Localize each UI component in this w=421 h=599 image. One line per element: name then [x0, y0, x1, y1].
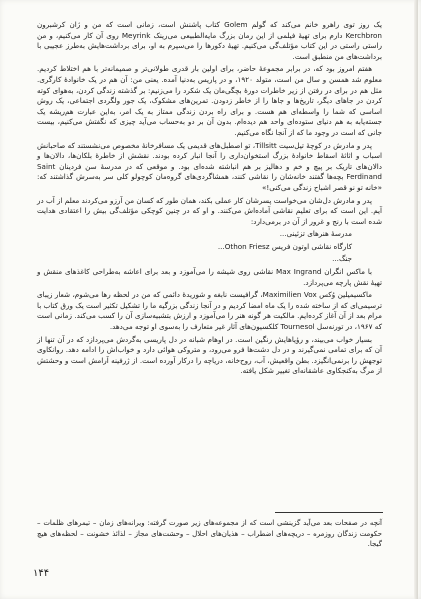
footnote: آنچه در صفحات بعد می‌آید گزینشی است که از مجموعه‌های زیر صورت گرفته: ویرانه‌های زمان – تیمرهای ظلمات – حکومت زندگان روزمره – دریچه‌های اضطراب – هذیان‌های احلال – وحشت‌های مجاز – لذائذ خشونت – لحظه‌های هیچ گیجا.: [37, 519, 382, 548]
main-text: [37, 20, 382, 379]
paragraph-3: پدر و مادرش در کوچهٔ تیل‌سیت Tillsitt، تو اصطبل‌های قدیمی یک مسافرخانهٔ مخصوص می‌نشستند که صاحبانش اسباب و اثاثهٔ اسقاط خانوادهٔ بزرگ استخوان‌داری را آنجا انبار کرده بودند. نقشش از خاطرهٔ بلکان‌ها، دالان‌ها و دالان‌های تاریک بر پیچ و خم و دهالیز بر هم انباشته‌ شده‌ای بود. و موقعی که در مدرسهٔ سن فردینان Saint Ferdinand بچه‌ها گفتند خانه‌شان را نقاشی کنند، همشاگردی‌های گروه‌مان کوچولو کلی سر به‌سرش گذاشتند که: «خانه تو نو قصر اشباح زندگی می‌کنی!»: [37, 140, 382, 192]
quote-line-2: کارگاه نقاشی اوتون فریس Othon Friesz...: [217, 241, 352, 251]
footnote-divider: [275, 512, 383, 513]
paragraph-1: یک روز توی راهرو خانم می‌کند که گولم Golem کتاب پاشنش است، زمانی است که من و ژان کرشبرون Kerchbron دارم برای تهیهٔ فیلمی از این رمان بزرگ مایه‌الطبیعی می‌رینک Meyrink روی آن کار می‌کنیم، و من راستی راستی در این کتاب مؤتلف‌گی می‌کنیم. تهیهٔ دکورها را می‌سپرم به‌ او، برای برداشت‌هایش به‌طرز عجیبی با برداشت‌های من منطبق است.: [37, 20, 382, 61]
paragraph-4: پدر و مادرش دل‌شان می‌خواست پسرشان کار عملی بکند، همان طور که کسان من آرزو می‌کردند معلم از آب در آیم. این است که برای تعلیم نقاشی آماده‌اش می‌کنند. و او که در چنین کوچکی مؤتلف‌گی بیش را اعتقادی هدایت شده است با رنج و غرور از آن در برمی‌دارد:: [37, 195, 382, 226]
paragraph-2: هفتم امروز بود که، در برابر مجموعهٔ حاضر، برای اولین بار قدری طولانی‌تر و صمیمانه‌تر با هم اختلاط کردیم. معلوم شد همسن و سال من است، متولد ۱۹۲۰، و در پاریس به‌دنیا آمده. یعنی من: آن هم در یک خانوادهٔ کارگری. مثل هم در برای در رفتن از زیر خاطرات دورهٔ بچگی‌مان یک شکرد را می‌زنیم: بر گذشته زندگی کردن، به‌هوای کوته کردن در جاهای دیگر، تاریخ‌ها و جاها را از خاطر زدودن. تمرین‌های مشکوک، یک جور ولگردی اجتماعی، یک روش اساسی که شما را واسطه‌ای هم هست. و برای راه بردن زندگی ممتاز به یک امر، به‌این عبارت هم‌ریشه یک جسته‌یابه به‌ هم دنیای ستوده‌ای واحد هم دیده‌ام. بدون آن بر دو به‌حساب می‌آید چیزی که نگفتش می‌کنیم، بیست جانی که است در وجود ما که از آنجا نگاه می‌کنیم.: [37, 64, 382, 137]
quote-line-3: جنگ...: [332, 254, 352, 264]
quote-line-1: مدرسهٔ هنرهای تزئینی...: [279, 229, 352, 239]
paragraph-6: ماکسیمیلین وُکس Maximilien Vox، گرافیست نابغه و شوریدهٔ دائمی که من در لحظه رها می‌شوم، شعار زیبای ترسیمی‌ای که از ساخته شده را یک ماه امضا کردیم و در آنجا زندگی بزرگیه ما را تشکیل تکثیر است یک ورق کتاب با مرام بعد از آن آغاز کرده‌ایم. مالکیت هر گونه هنر را می‌آموزد و ارزش بتشبیه‌سازی آن را کسب می‌کند. زمانی است که ۱۹۶۷، در تورنه‌سل Tournesol کلکسیون‌های آثار غیر متعارف را به‌سوی او توجه می‌دهد.: [37, 290, 382, 332]
paragraph-7: بسیار خواب می‌بیند، و رؤیاهایش رنگین است. در اوهام شبانه در دل پاریسی به‌گردش می‌پردازد که در آن تنها از آن که برای تمامی نمی‌گیرند و در دل دشت‌ها فرو می‌رود، و متروکی هوائی دارد و خواب‌اش را ادامه دهد. روانکاوی توجهش را برنمی‌انگیزد. بطن واقعیش، آب، روح‌خانه، دریاچه‌ را درکار آورده است. از ژرفینه آرامش است و وحشتش از مرگ به‌کنجکاوی عاشقانه‌ای تغییر شکل یافته.: [37, 334, 382, 376]
page-binding-edge: [414, 0, 418, 599]
paragraph-5: با ماکس انگران Max Ingrand نقاشی روی شیشه را می‌آموزد و بعد برای اعاشه به‌طراحی کاغذهای منقش و تهیهٔ نقش پارچه می‌پردازد.: [37, 267, 382, 287]
page-number: ۱۴۴: [33, 568, 50, 579]
